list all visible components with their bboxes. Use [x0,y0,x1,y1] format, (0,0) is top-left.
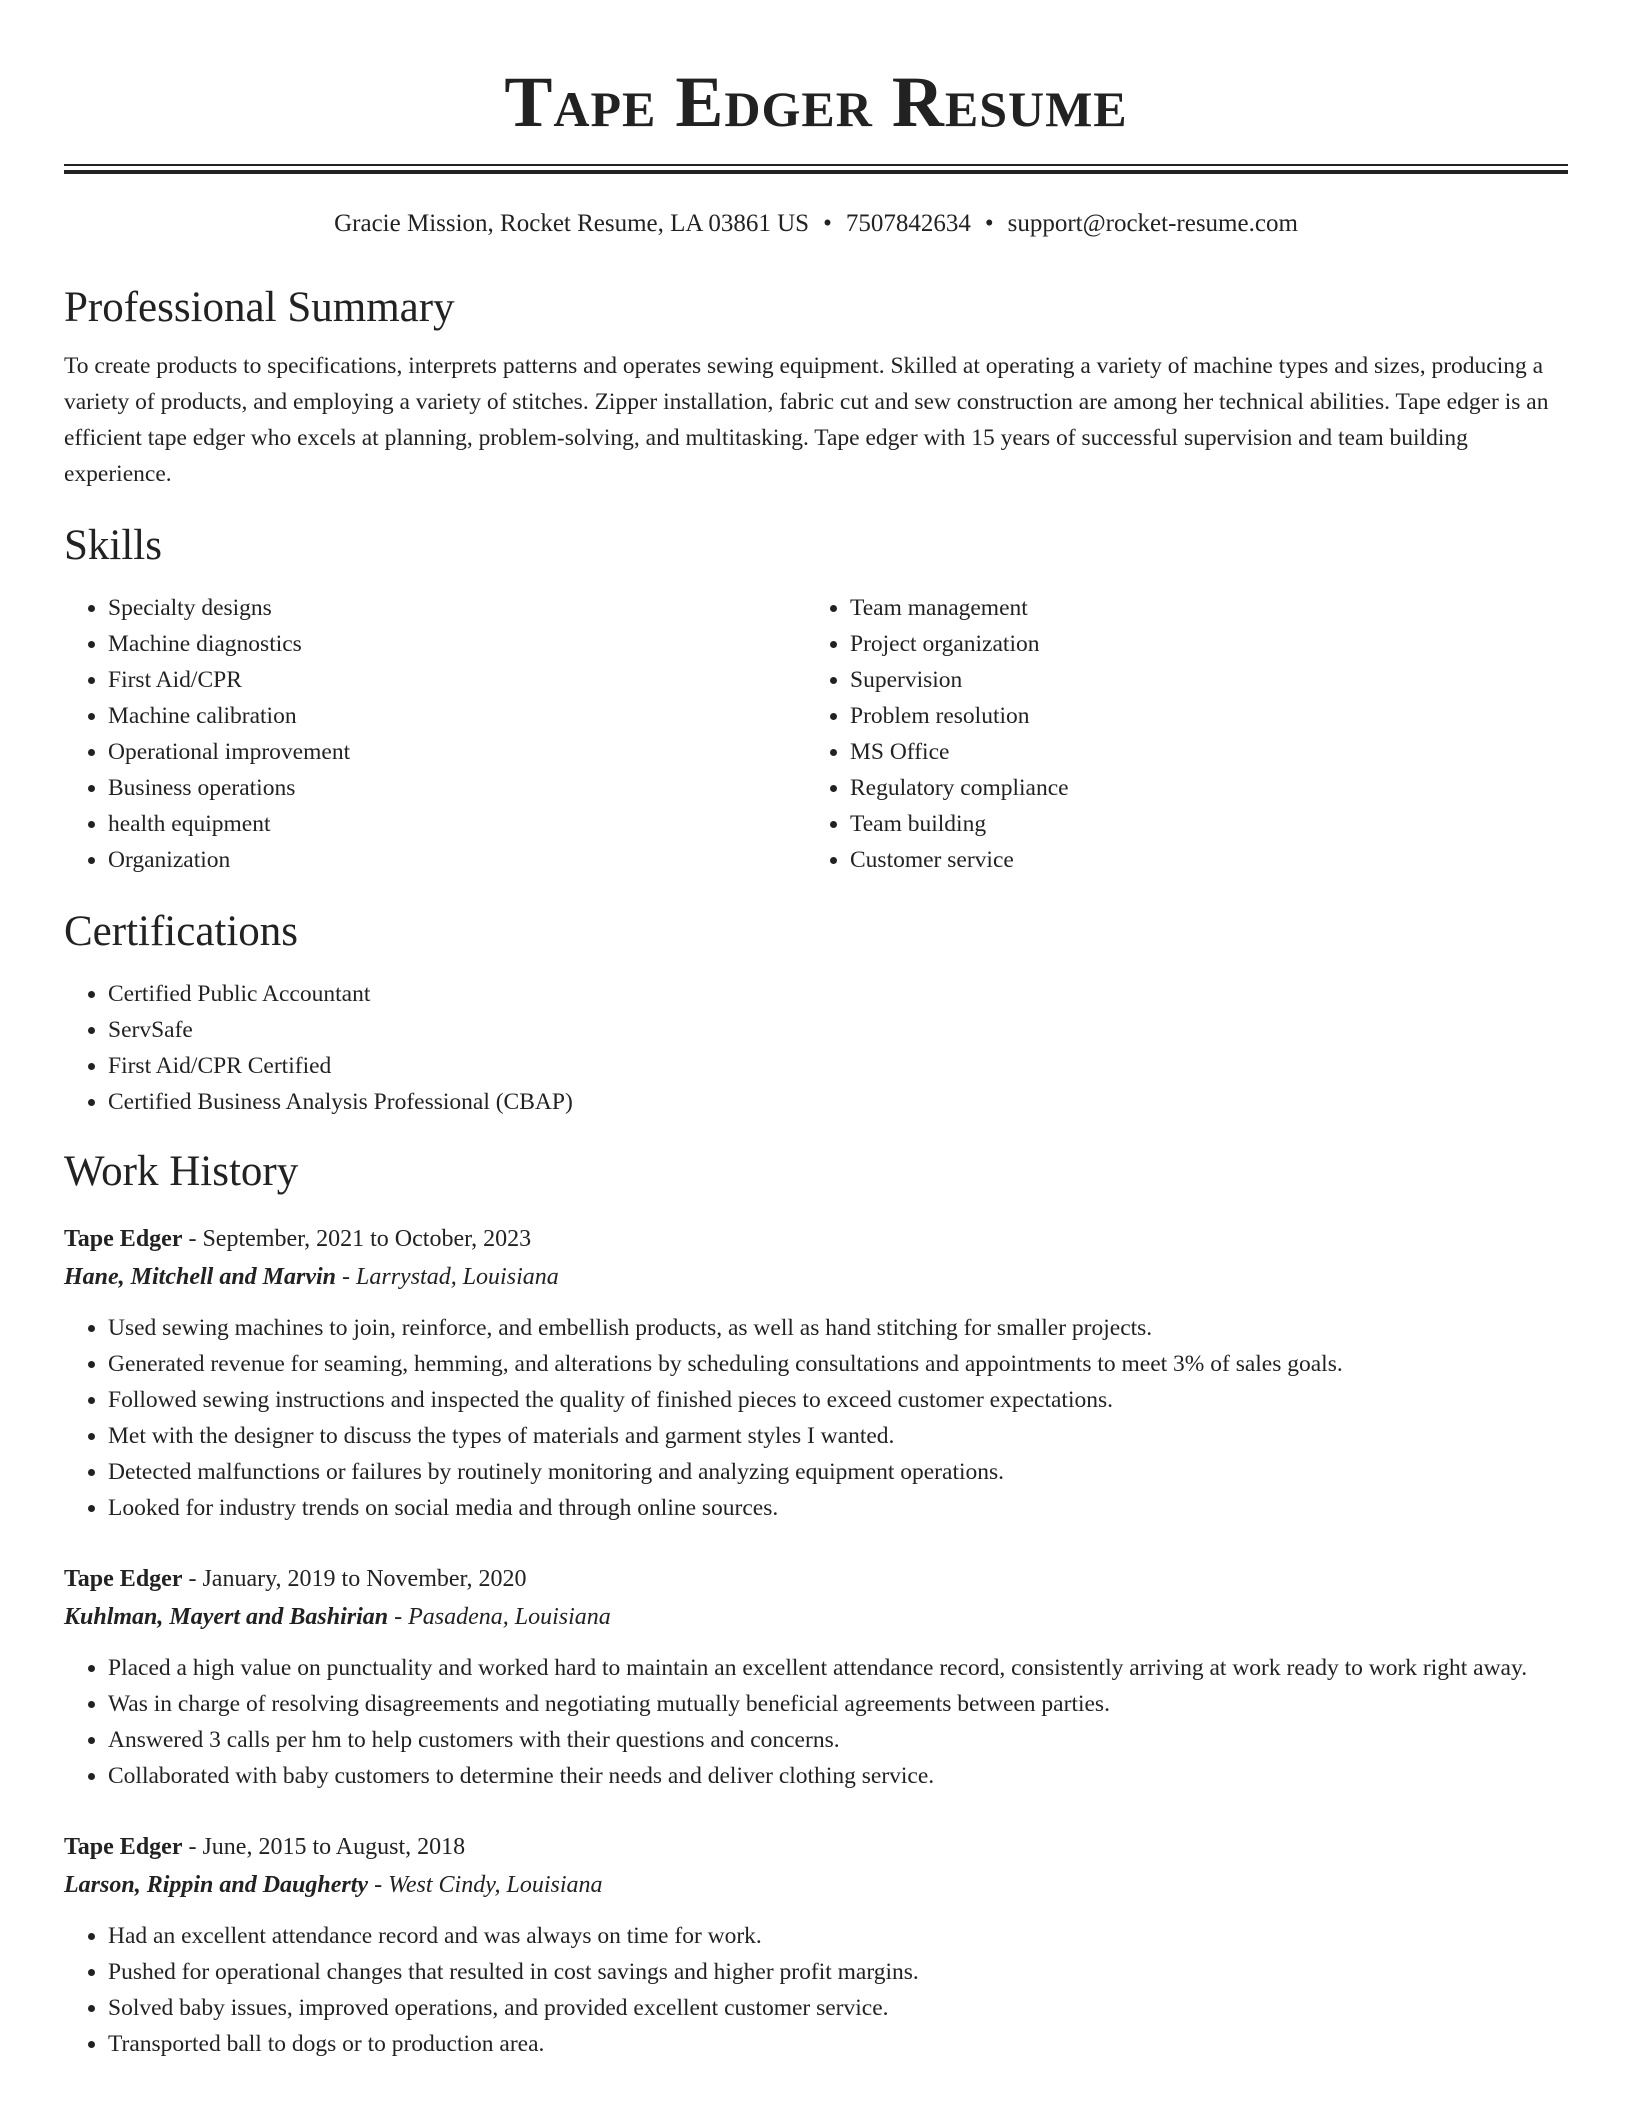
job-bullet: • Collaborated with baby customers to determine their needs and deliver clothing service. [108,1758,1568,1794]
summary-text: To create products to specifications, interprets patterns and operates sewing equipment. Skilled at operating a variety of machine types and sizes, producing a variety of products, and employing a variety of stitches. Zipper installation, fabric cut and sew construction are among her technical abilities. Tape edger is an efficient tape edger who excels at planning, problem-solving, and multitasking. Tape edger with 15 years of successful supervision and team building experience. [64,353,1549,487]
certification-item: • Certified Public Accountant [108,976,1568,1012]
job-bullets [64,1650,1568,1794]
job-bullet: • Solved baby issues, improved operations, and provided excellent customer service. [108,1990,1568,2026]
job-bullets [64,1918,1568,2062]
company-location: - Pasadena, Louisiana [388,1604,611,1630]
skill-item: • Regulatory compliance [850,770,1548,806]
skill-item: • Machine calibration [108,698,806,734]
summary-heading: Professional Summary [64,284,455,331]
work-history-heading: Work History [64,1148,299,1195]
skill-item: • Machine diagnostics [108,626,806,662]
job-bullet: • Placed a high value on punctuality and worked hard to maintain an excellent attendance record, consistently arriving at work ready to work right away. [108,1650,1568,1686]
job-title-line [64,1828,1568,1866]
resume-title: Tape Edger Resume [504,62,1128,142]
certification-item: • Certified Business Analysis Professional (CBAP) [108,1084,1568,1120]
job-bullets [64,1310,1568,1526]
job-entry [64,1220,1568,1526]
company-location: - Larrystad, Louisiana [336,1264,559,1290]
skills-list-right [806,590,1548,878]
skill-item: • Problem resolution [850,698,1548,734]
job-title: Tape Edger [64,1834,183,1860]
skill-item: • Team building [850,806,1548,842]
job-dates: - June, 2015 to August, 2018 [182,1834,466,1860]
resume-page [64,0,1568,2062]
job-dates: - January, 2019 to November, 2020 [182,1566,527,1592]
contact-email[interactable]: support@rocket-resume.com [1007,210,1298,237]
job-title-line [64,1220,1568,1258]
job-dates: - September, 2021 to October, 2023 [182,1226,532,1252]
job-title-line [64,1560,1568,1598]
skill-item: • Supervision [850,662,1548,698]
certifications-heading: Certifications [64,908,299,955]
company-name: Hane, Mitchell and Marvin [64,1264,337,1290]
skills-column-left [64,590,806,878]
contact-separator: • [984,210,994,237]
skill-item: • Team management [850,590,1548,626]
skills-grid [64,590,1568,878]
certification-item: • First Aid/CPR Certified [108,1048,1568,1084]
job-title: Tape Edger [64,1226,183,1252]
skills-heading: Skills [64,522,162,569]
job-bullet: • Followed sewing instructions and inspected the quality of finished pieces to exceed customer expectations. [108,1382,1568,1418]
contact-line [64,208,1568,240]
skill-item: • First Aid/CPR [108,662,806,698]
job-bullet: • Was in charge of resolving disagreements and negotiating mutually beneficial agreements between parties. [108,1686,1568,1722]
job-entry [64,1828,1568,2062]
company-line [64,1598,1568,1636]
skills-column-right [806,590,1548,878]
skill-item: • MS Office [850,734,1548,770]
skill-item: • Specialty designs [108,590,806,626]
contact-phone[interactable]: 7507842634 [845,210,971,237]
job-bullet: • Had an excellent attendance record and was always on time for work. [108,1918,1568,1954]
skill-item: • Organization [108,842,806,878]
certification-item: • ServSafe [108,1012,1568,1048]
contact-separator: • [823,210,832,237]
job-title: Tape Edger [64,1566,183,1592]
job-entry [64,1560,1568,1794]
job-bullet: • Met with the designer to discuss the types of materials and garment styles I wanted. [108,1418,1568,1454]
job-bullet: • Answered 3 calls per hm to help customers with their questions and concerns. [108,1722,1568,1758]
skill-item: • Operational improvement [108,734,806,770]
company-line [64,1258,1568,1296]
title-divider [64,164,1568,174]
job-bullet: • Generated revenue for seaming, hemming, and alterations by scheduling consultations and appointments to meet 3% of sales goals. [108,1346,1568,1382]
company-name: Kuhlman, Mayert and Bashirian [64,1604,389,1630]
job-bullet: • Pushed for operational changes that resulted in cost savings and higher profit margins. [108,1954,1568,1990]
contact-address: Gracie Mission, Rocket Resume, LA 03861 US [334,210,810,237]
skill-item: • Business operations [108,770,806,806]
job-bullet: • Looked for industry trends on social media and through online sources. [108,1490,1568,1526]
job-bullet: • Transported ball to dogs or to production area. [108,2026,1568,2062]
company-name: Larson, Rippin and Daugherty [64,1872,369,1898]
certifications-list [64,976,1568,1120]
job-bullet: • Detected malfunctions or failures by routinely monitoring and analyzing equipment operations. [108,1454,1568,1490]
company-location: - West Cindy, Louisiana [368,1872,603,1898]
skill-item: • health equipment [108,806,806,842]
skill-item: • Project organization [850,626,1548,662]
skill-item: • Customer service [850,842,1548,878]
skills-list-left [64,590,806,878]
company-line [64,1866,1568,1904]
job-bullet: • Used sewing machines to join, reinforce, and embellish products, as well as hand stitching for smaller projects. [108,1310,1568,1346]
